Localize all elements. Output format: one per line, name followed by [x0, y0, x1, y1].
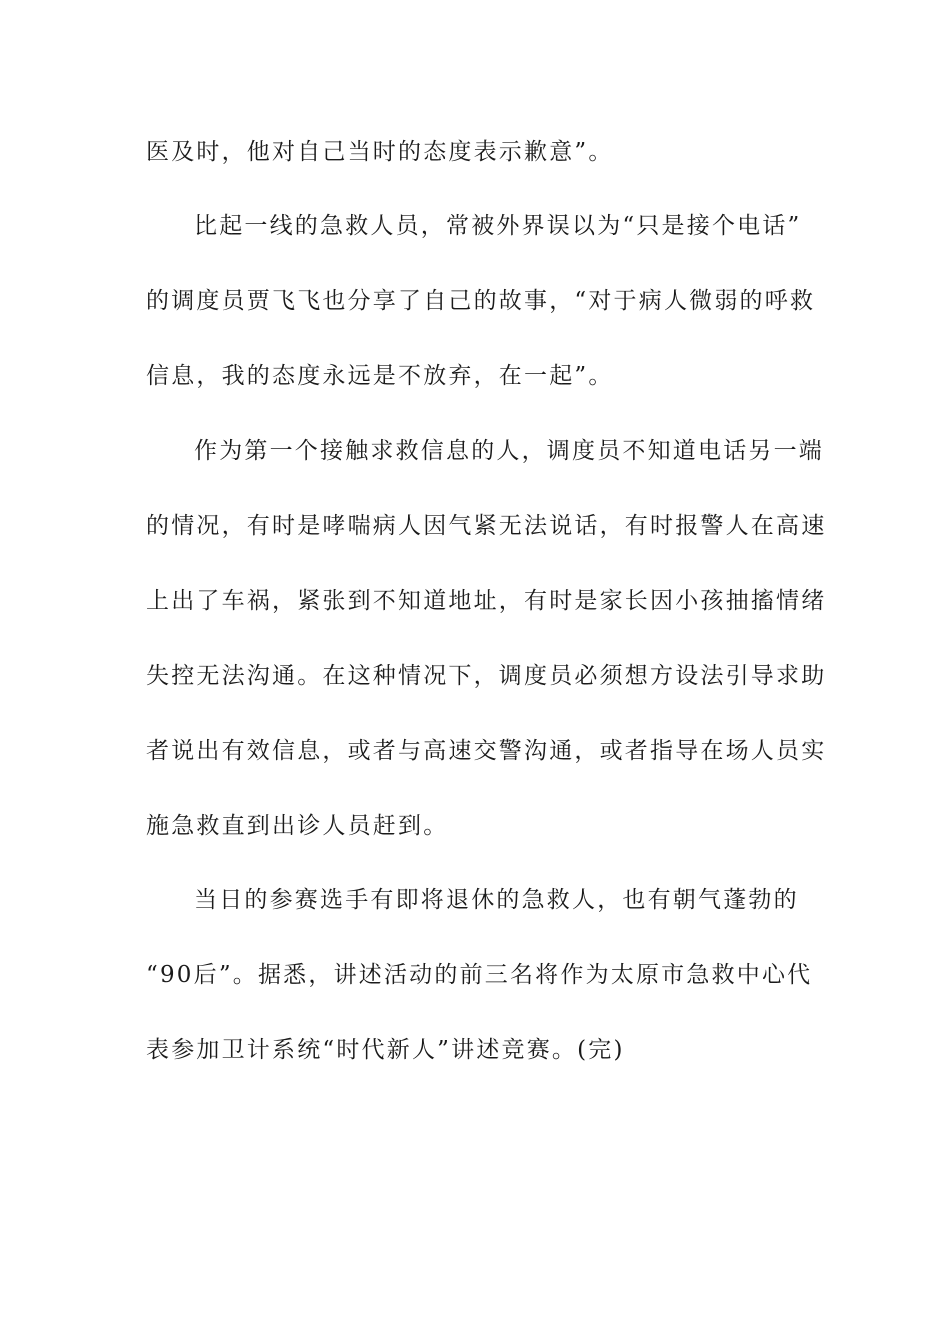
paragraph-first-line: 当日的参赛选手有即将退休的急救人，也有朝气蓬勃的 — [194, 887, 799, 913]
text-line: 信息，我的态度永远是不放弃，在一起”。 — [146, 363, 614, 389]
text-line: 施急救直到出诊人员赶到。 — [146, 813, 449, 839]
text-line: 的情况，有时是哮喘病人因气紧无法说话，有时报警人在高速 — [146, 513, 827, 539]
text-line: 失控无法沟通。在这种情况下，调度员必须想方设法引导求助 — [146, 663, 827, 689]
text-line: 医及时，他对自己当时的态度表示歉意”。 — [146, 139, 614, 165]
text-line: “90后”。据悉，讲述活动的前三名将作为太原市急救中心代 — [146, 962, 813, 988]
text-line: 表参加卫计系统“时代新人”讲述竞赛。(完) — [146, 1037, 625, 1063]
paragraph-first-line: 作为第一个接触求救信息的人，调度员不知道电话另一端 — [194, 438, 824, 464]
paragraph-first-line: 比起一线的急救人员，常被外界误以为“只是接个电话” — [194, 213, 802, 239]
text-line: 上出了车祸，紧张到不知道地址，有时是家长因小孩抽搐情绪 — [146, 588, 827, 614]
text-line: 的调度员贾飞飞也分享了自己的故事，“对于病人微弱的呼救 — [146, 288, 816, 314]
text-line: 者说出有效信息，或者与高速交警沟通，或者指导在场人员实 — [146, 738, 827, 764]
